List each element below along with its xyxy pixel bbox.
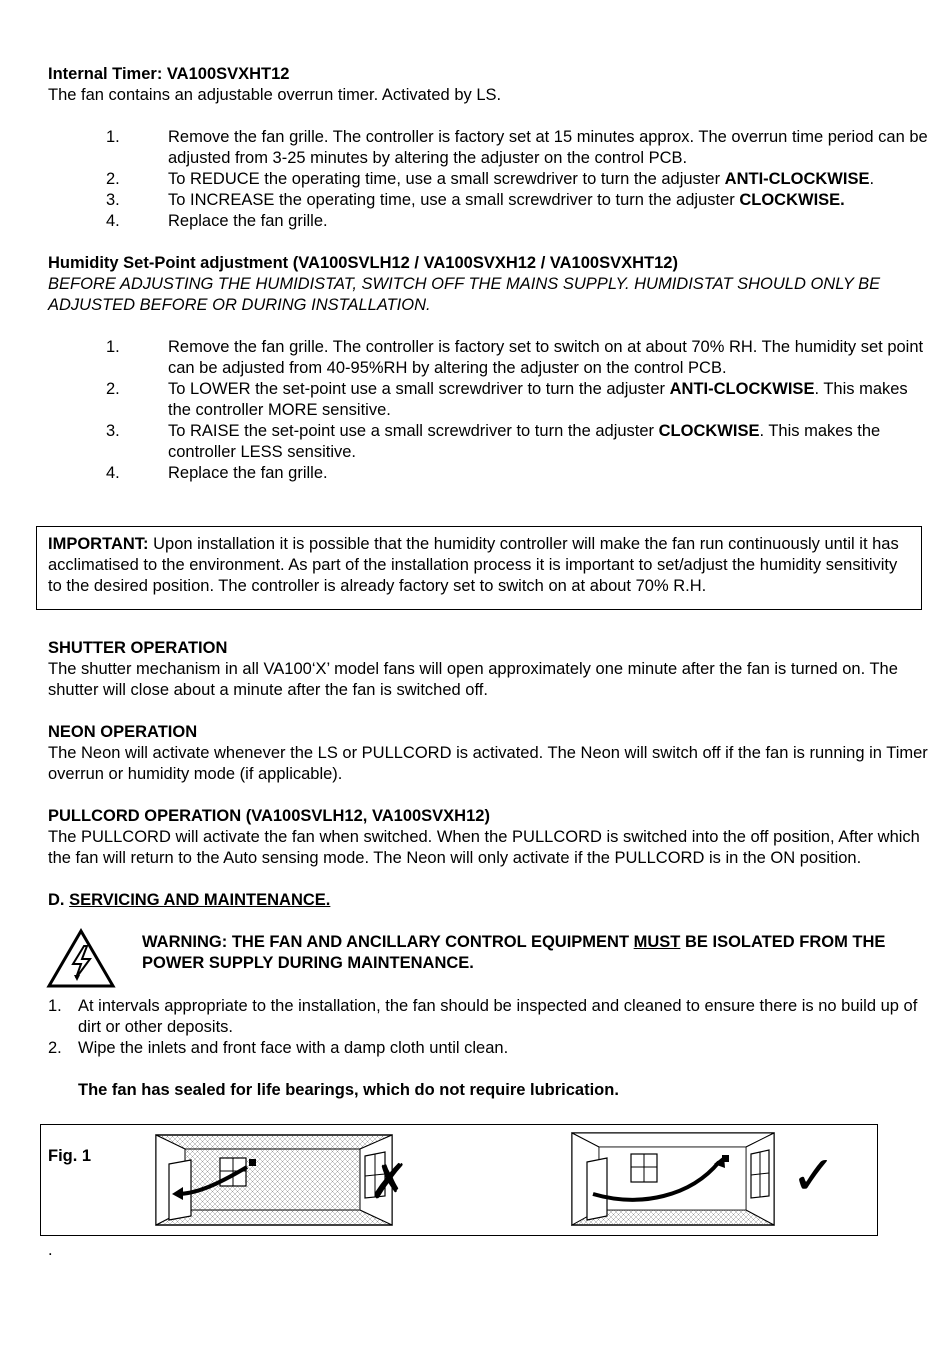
servicing-heading: D. SERVICING AND MAINTENANCE.	[48, 891, 331, 909]
maintenance-steps	[48, 996, 928, 1059]
shutter-heading: SHUTTER OPERATION	[48, 639, 228, 657]
servicing-warning	[48, 932, 928, 996]
document-page	[48, 64, 928, 484]
humidity-warning: BEFORE ADJUSTING THE HUMIDISTAT, SWITCH OFF THE MAINS SUPPLY. HUMIDISTAT SHOULD ONLY BE ADJUSTED BEFORE OR DURING INSTALLATION.	[48, 275, 881, 314]
electrical-hazard-icon	[46, 928, 116, 990]
humidity-steps	[48, 337, 928, 484]
timer-step-4: 4. Replace the fan grille.	[106, 212, 328, 230]
bearings-note: The fan has sealed for life bearings, which do not require lubrication.	[78, 1081, 619, 1099]
neon-heading: NEON OPERATION	[48, 723, 198, 741]
humidity-heading: Humidity Set-Point adjustment (VA100SVLH12 / VA100SVXH12 / VA100SVXHT12)	[48, 254, 678, 272]
timer-step-1: 1. Remove the fan grille. The controller is factory set at 15 minutes approx. The overrun time period can be adjusted from 3-25 minutes by altering the adjuster on the control PCB.	[106, 128, 928, 167]
neon-text: The Neon will activate whenever the LS or PULLCORD is activated. The Neon will switch off if the fan is running in Timer overrun or humidity mode (if applicable).	[48, 744, 928, 783]
humidity-step-2: 2. To LOWER the set-point use a small screwdriver to turn the adjuster ANTI-CLOCKWISE. This makes the controller MORE sensitive.	[106, 380, 908, 419]
timer-intro: The fan contains an adjustable overrun timer. Activated by LS.	[48, 86, 502, 104]
important-text: Upon installation it is possible that the humidity controller will make the fan run continuously until it has acclimatised to the environment. As part of the installation process it is important to set/adjust the humidity sensitivity to the desired position. The controller is already factory set to switch on at about 70% R.H.	[48, 535, 899, 595]
timer-heading: Internal Timer: VA100SVXHT12	[48, 65, 290, 83]
important-notice-box	[36, 526, 922, 610]
operation-sections	[48, 638, 928, 1101]
timer-steps	[48, 127, 928, 232]
figure-1	[40, 1124, 878, 1236]
timer-step-2: 2. To REDUCE the operating time, use a small screwdriver to turn the adjuster ANTI-CLOCKWISE.	[106, 170, 875, 188]
shutter-text: The shutter mechanism in all VA100‘X’ model fans will open approximately one minute after the fan is turned on. The shutter will close about a minute after the fan is switched off.	[48, 660, 898, 699]
maintenance-step-1: 1. At intervals appropriate to the installation, the fan should be inspected and cleaned to ensure there is no build up of dirt or other deposits.	[48, 997, 918, 1036]
humidity-step-1: 1. Remove the fan grille. The controller is factory set to switch on at about 70% RH. The humidity set point can be adjusted from 40-95%RH by altering the adjuster on the control PCB.	[106, 338, 924, 377]
room-diagram-correct	[571, 1132, 775, 1226]
pullcord-text: The PULLCORD will activate the fan when switched. When the PULLCORD is switched into the off position, After which the fan will return to the Auto sensing mode. The Neon will only activate if the PULLCORD is in the ON position.	[48, 828, 920, 867]
humidity-step-3: 3. To RAISE the set-point use a small screwdriver to turn the adjuster CLOCKWISE. This makes the controller LESS sensitive.	[106, 422, 881, 461]
warning-text: WARNING: THE FAN AND ANCILLARY CONTROL EQUIPMENT MUST BE ISOLATED FROM THE POWER SUPPLY DURING MAINTENANCE.	[142, 933, 886, 972]
incorrect-cross-icon: ✗	[369, 1156, 410, 1209]
figure-label: Fig. 1	[48, 1147, 92, 1165]
trailing-period: .	[48, 1241, 53, 1259]
correct-check-icon: ✓	[791, 1146, 837, 1206]
humidity-step-4: 4. Replace the fan grille.	[106, 464, 328, 482]
pullcord-heading: PULLCORD OPERATION (VA100SVLH12, VA100SVXH12)	[48, 807, 490, 825]
important-label: IMPORTANT:	[48, 535, 149, 553]
timer-step-3: 3. To INCREASE the operating time, use a small screwdriver to turn the adjuster CLOCKWISE.	[106, 191, 845, 209]
room-diagram-incorrect	[155, 1134, 393, 1226]
maintenance-step-2: 2. Wipe the inlets and front face with a damp cloth until clean.	[48, 1039, 509, 1057]
